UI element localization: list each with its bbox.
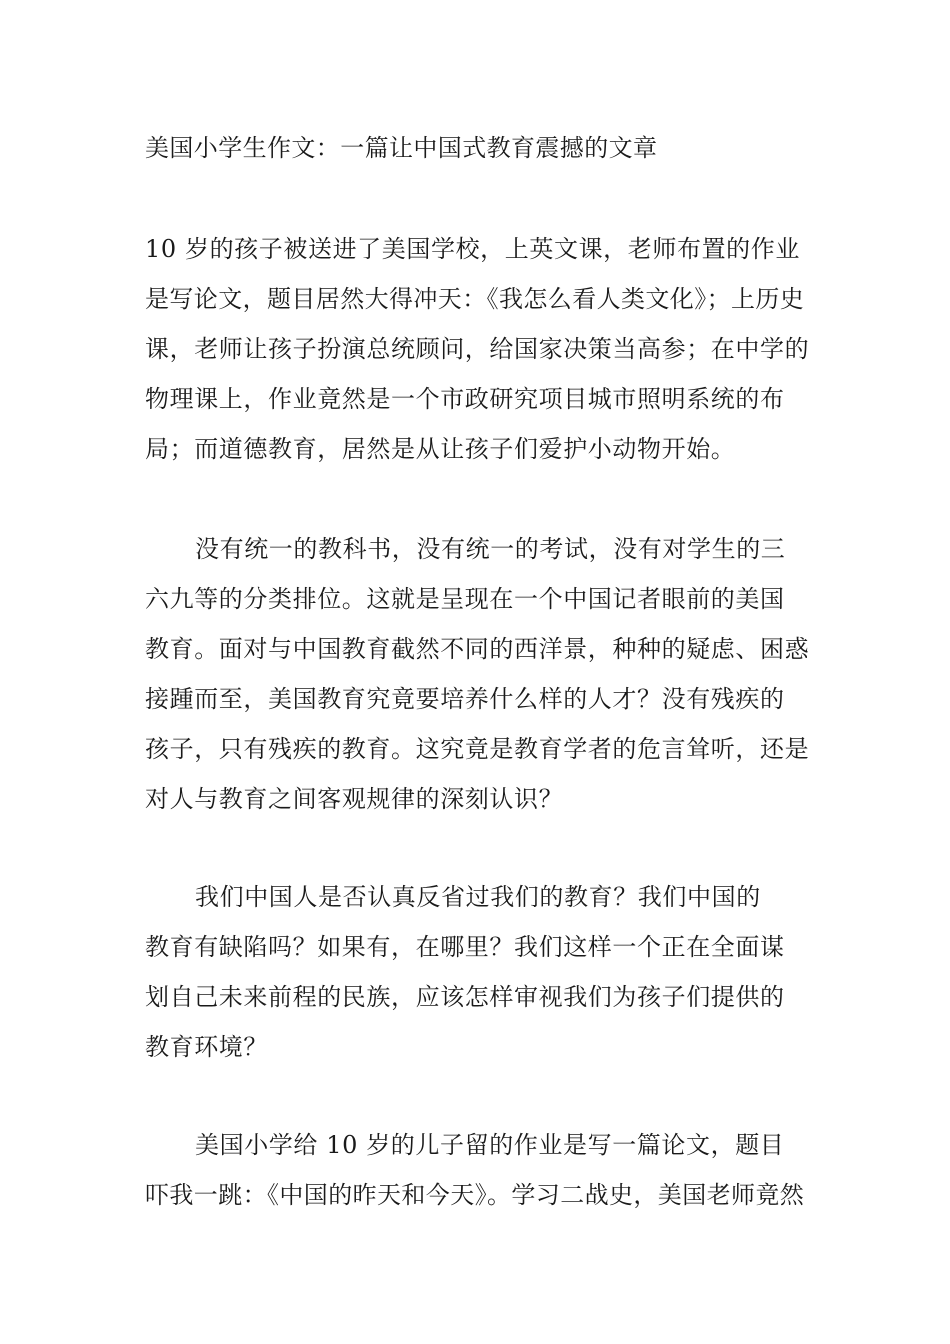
paragraph-4	[145, 1120, 809, 1220]
paragraph-line: 没有统一的教科书，没有统一的考试，没有对学生的三	[195, 535, 786, 563]
paragraph-line: 孩子，只有残疾的教育。这究竟是教育学者的危言耸听，还是	[145, 735, 810, 763]
paragraph-2	[145, 524, 809, 824]
paragraph-line: 是写论文，题目居然大得冲天：《我怎么看人类文化》；上历史	[145, 285, 805, 313]
document-title: 美国小学生作文：一篇让中国式教育震撼的文章	[145, 134, 658, 162]
paragraph-3	[145, 872, 809, 1072]
paragraph-line: 划自己未来前程的民族，应该怎样审视我们为孩子们提供的	[145, 983, 785, 1011]
paragraph-line: 教育有缺陷吗？如果有，在哪里？我们这样一个正在全面谋	[145, 933, 785, 961]
paragraph-line: 六九等的分类排位。这就是呈现在一个中国记者眼前的美国	[145, 585, 785, 613]
paragraph-line: 我们中国人是否认真反省过我们的教育？我们中国的	[195, 883, 761, 911]
paragraph-1	[145, 224, 809, 474]
paragraph-line: 教育。面对与中国教育截然不同的西洋景，种种的疑虑、困惑	[145, 635, 810, 663]
paragraph-line: 吓我一跳：《中国的昨天和今天》。学习二战史，美国老师竟然	[145, 1181, 805, 1209]
paragraph-line: 教育环境？	[145, 1033, 268, 1061]
paragraph-line: 课，老师让孩子扮演总统顾问，给国家决策当高参；在中学的	[145, 335, 810, 363]
paragraph-line: 对人与教育之间客观规律的深刻认识？	[145, 785, 564, 813]
paragraph-line: 物理课上，作业竟然是一个市政研究项目城市照明系统的布	[145, 385, 785, 413]
paragraph-line: 接踵而至，美国教育究竟要培养什么样的人才？没有残疾的	[145, 685, 785, 713]
paragraph-line: 局；而道德教育，居然是从让孩子们爱护小动物开始。	[145, 435, 736, 463]
paragraph-line: 美国小学给 10 岁的儿子留的作业是写一篇论文，题目	[195, 1131, 785, 1159]
paragraph-line: 10 岁的孩子被送进了美国学校，上英文课，老师布置的作业	[145, 235, 800, 263]
